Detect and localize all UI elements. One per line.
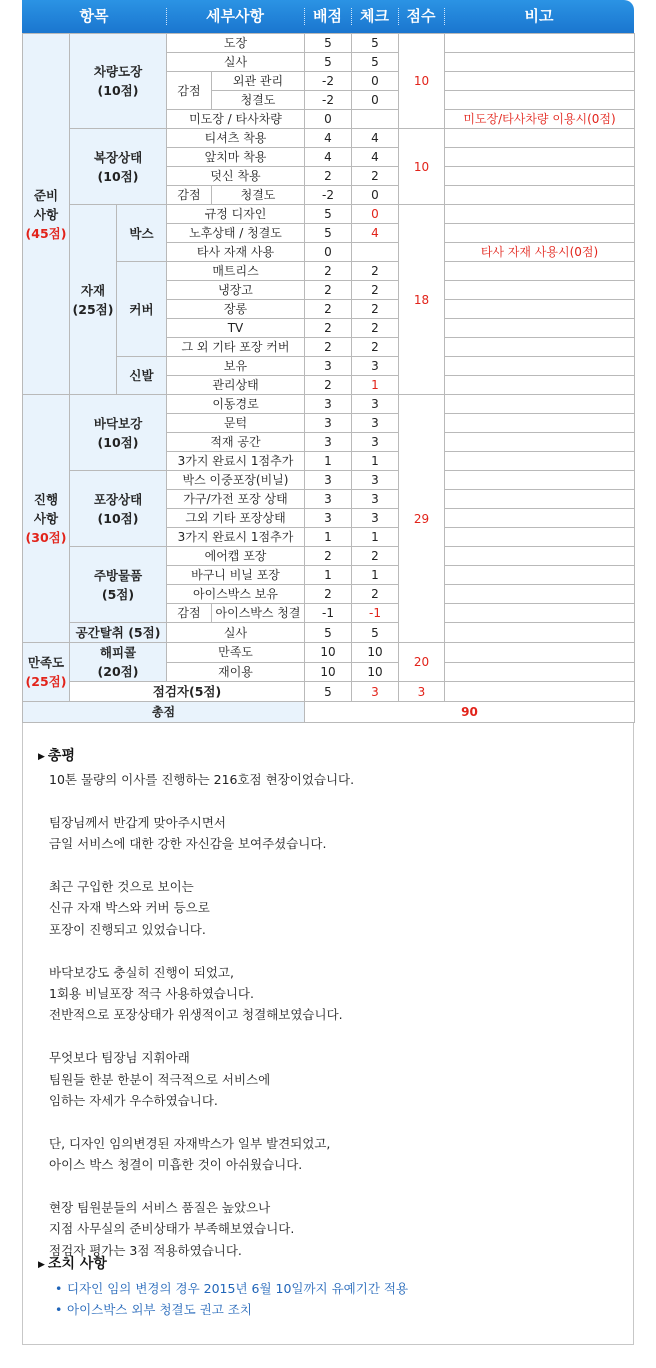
row-item: 도장 — [167, 34, 305, 53]
row-item: 보유 — [167, 357, 305, 376]
group-floor: 바닥보강 (10점) — [70, 395, 167, 471]
row-check: 10 — [352, 662, 399, 682]
total-row — [23, 702, 635, 723]
table-row — [23, 682, 635, 702]
triangle-icon: ▶ — [38, 1260, 45, 1270]
row-alloc: 3 — [305, 357, 352, 376]
header-alloc: 배점 — [313, 7, 342, 25]
row-alloc: 2 — [305, 300, 352, 319]
group-exit: 공간탈취 (5점) — [70, 623, 167, 643]
review-line: 금일 서비스에 대한 강한 자신감을 보여주셨습니다. — [49, 836, 327, 852]
review-line: 바닥보강도 충실히 진행이 되었고, — [49, 964, 234, 980]
review-gap — [49, 940, 619, 961]
group-inspector: 점검자(5점) — [70, 682, 305, 702]
row-alloc: 3 — [305, 414, 352, 433]
group-score: 10 — [399, 34, 445, 129]
group-score: 18 — [399, 205, 445, 395]
group-score: 20 — [399, 643, 445, 682]
row-check: 3 — [352, 395, 399, 414]
review-line: 아이스 박스 청결이 미흡한 것이 아쉬웠습니다. — [49, 1157, 303, 1173]
row-alloc: 2 — [305, 547, 352, 566]
row-item: 미도장 / 타사차량 — [167, 110, 305, 129]
row-alloc: 2 — [305, 281, 352, 300]
review-line: 팀원들 한분 한분이 적극적으로 서비스에 — [49, 1071, 271, 1087]
score-table — [22, 33, 635, 723]
action-item — [55, 1278, 408, 1299]
row-item: 장롱 — [167, 300, 305, 319]
row-item: 적재 공간 — [167, 433, 305, 452]
row-note — [445, 72, 635, 91]
row-check: 0 — [352, 72, 399, 91]
row-check — [352, 243, 399, 262]
review-gap — [49, 790, 619, 811]
review-line: 점검자 평가는 3점 적용하였습니다. — [49, 1242, 242, 1258]
review-line: 10톤 물량의 이사를 진행하는 216호점 현장이었습니다. — [49, 772, 355, 787]
row-check: 1 — [352, 528, 399, 547]
row-alloc: 1 — [305, 528, 352, 547]
row-note — [445, 509, 635, 528]
row-note — [445, 34, 635, 53]
review-panel — [22, 723, 634, 1345]
row-check: 3 — [352, 490, 399, 509]
row-item: 외관 관리 — [212, 72, 305, 91]
score-sheet — [22, 0, 634, 1345]
review-gap — [49, 1026, 619, 1047]
header-note: 비고 — [524, 7, 554, 25]
row-alloc: 2 — [305, 167, 352, 186]
row-check: 2 — [352, 585, 399, 604]
row-check: 5 — [352, 623, 399, 643]
group-kitchen: 주방물품 (5점) — [70, 547, 167, 623]
row-check: 3 — [352, 471, 399, 490]
row-note — [445, 129, 635, 148]
subgroup-cover: 커버 — [117, 262, 167, 357]
row-item: 규정 디자인 — [167, 205, 305, 224]
row-note — [445, 490, 635, 509]
row-alloc: 2 — [305, 376, 352, 395]
row-note — [445, 205, 635, 224]
section-prep: 준비 사항 (45점) — [23, 34, 70, 395]
subgroup-shoes: 신발 — [117, 357, 167, 395]
row-note — [445, 643, 635, 663]
row-note — [445, 338, 635, 357]
group-uniform: 복장상태 (10점) — [70, 129, 167, 205]
row-check: 0 — [352, 91, 399, 110]
row-check: 5 — [352, 34, 399, 53]
group-vehicle: 차량도장 (10점) — [70, 34, 167, 129]
group-score: 10 — [399, 129, 445, 205]
row-note — [445, 319, 635, 338]
row-alloc: 3 — [305, 395, 352, 414]
table-row — [23, 34, 635, 53]
header-check: 체크 — [360, 7, 389, 25]
row-item: 티셔츠 착용 — [167, 129, 305, 148]
row-item: 아이스박스 보유 — [167, 585, 305, 604]
subgroup-box: 박스 — [117, 205, 167, 262]
row-item: 재이용 — [167, 662, 305, 682]
row-note — [445, 433, 635, 452]
row-alloc: 5 — [305, 205, 352, 224]
row-item: 청결도 — [212, 91, 305, 110]
review-line: 팀장님께서 반갑게 맞아주시면서 — [49, 814, 226, 830]
row-note — [445, 357, 635, 376]
row-item: 에어캡 포장 — [167, 547, 305, 566]
row-item: 냉장고 — [167, 281, 305, 300]
table-row — [23, 205, 635, 224]
row-alloc: 3 — [305, 471, 352, 490]
row-note — [445, 414, 635, 433]
header-score: 점수 — [406, 7, 436, 25]
deduct-label: 감점 — [167, 72, 212, 110]
row-item: 3가지 완료시 1점추가 — [167, 528, 305, 547]
row-check: 4 — [352, 224, 399, 243]
row-note — [445, 528, 635, 547]
row-alloc: 0 — [305, 243, 352, 262]
action-item — [55, 1299, 408, 1320]
row-item: 타사 자재 사용 — [167, 243, 305, 262]
row-note — [445, 53, 635, 72]
review-gap — [49, 1176, 619, 1197]
row-item: 3가지 완료시 1점추가 — [167, 452, 305, 471]
review-line: 현장 팀원분들의 서비스 품질은 높았으나 — [49, 1200, 271, 1216]
triangle-icon: ▶ — [38, 752, 45, 762]
group-score: 29 — [399, 395, 445, 643]
row-item: 앞치마 착용 — [167, 148, 305, 167]
row-item: 그외 기타 포장상태 — [167, 509, 305, 528]
row-item: 아이스박스 청결 — [212, 604, 305, 623]
group-score: 3 — [399, 682, 445, 702]
row-alloc: -1 — [305, 604, 352, 623]
header-detail: 세부사항 — [206, 7, 264, 25]
row-check: 3 — [352, 509, 399, 528]
row-note — [445, 471, 635, 490]
review-gap — [49, 1111, 619, 1132]
table-header — [22, 0, 634, 33]
row-check: 4 — [352, 148, 399, 167]
row-alloc: 5 — [305, 34, 352, 53]
review-body — [49, 769, 619, 1261]
row-note — [445, 585, 635, 604]
bullet-icon: • — [55, 1281, 63, 1296]
row-check: 2 — [352, 281, 399, 300]
row-alloc: 5 — [305, 682, 352, 702]
row-note — [445, 682, 635, 702]
table-row — [23, 471, 635, 490]
review-gap — [49, 855, 619, 876]
row-note — [445, 224, 635, 243]
row-check: 2 — [352, 300, 399, 319]
row-check: 1 — [352, 376, 399, 395]
row-alloc: -2 — [305, 72, 352, 91]
row-item: 바구니 비닐 포장 — [167, 566, 305, 585]
row-check: 3 — [352, 433, 399, 452]
row-note — [445, 281, 635, 300]
row-check: 2 — [352, 319, 399, 338]
row-check: 0 — [352, 205, 399, 224]
row-check: 3 — [352, 682, 399, 702]
row-check: 2 — [352, 547, 399, 566]
review-line: 신규 자재 박스와 커버 등으로 — [49, 900, 210, 916]
row-check: 2 — [352, 338, 399, 357]
row-alloc: 4 — [305, 129, 352, 148]
row-note: 타사 자재 사용시(0점) — [445, 243, 635, 262]
section-progress: 진행 사항 (30점) — [23, 395, 70, 643]
row-item: 만족도 — [167, 643, 305, 663]
row-check: -1 — [352, 604, 399, 623]
row-item: 박스 이중포장(비닐) — [167, 471, 305, 490]
row-alloc: 5 — [305, 53, 352, 72]
row-alloc: 0 — [305, 110, 352, 129]
row-check: 5 — [352, 53, 399, 72]
row-item: 노후상태 / 청결도 — [167, 224, 305, 243]
row-alloc: 2 — [305, 338, 352, 357]
row-alloc: 2 — [305, 319, 352, 338]
review-line: 포장이 진행되고 있었습니다. — [49, 921, 206, 937]
row-alloc: 3 — [305, 509, 352, 528]
row-note — [445, 262, 635, 281]
action-heading: ▶ 조치 사항 — [38, 1256, 107, 1272]
row-item: 가구/가전 포장 상태 — [167, 490, 305, 509]
row-alloc: 5 — [305, 623, 352, 643]
row-alloc: 10 — [305, 662, 352, 682]
row-check — [352, 110, 399, 129]
review-line: 지점 사무실의 준비상태가 부족해보였습니다. — [49, 1221, 295, 1237]
total-label: 총점 — [23, 702, 305, 723]
review-heading: ▶ 총평 — [38, 748, 75, 764]
row-item: 청결도 — [212, 186, 305, 205]
header-item: 항목 — [79, 7, 109, 25]
review-line: 단, 디자인 임의변경된 자재박스가 일부 발견되었고, — [49, 1135, 331, 1151]
row-alloc: 2 — [305, 585, 352, 604]
row-note — [445, 376, 635, 395]
table-row — [23, 129, 635, 148]
row-item: TV — [167, 319, 305, 338]
row-alloc: -2 — [305, 91, 352, 110]
row-item: 관리상태 — [167, 376, 305, 395]
row-check: 0 — [352, 186, 399, 205]
row-note — [445, 662, 635, 682]
row-note: 미도장/타사차량 이용시(0점) — [445, 110, 635, 129]
row-check: 3 — [352, 357, 399, 376]
row-check: 3 — [352, 414, 399, 433]
row-note — [445, 91, 635, 110]
row-note — [445, 604, 635, 623]
table-row — [23, 643, 635, 663]
row-alloc: 1 — [305, 452, 352, 471]
row-item: 덧신 착용 — [167, 167, 305, 186]
row-check: 1 — [352, 452, 399, 471]
row-note — [445, 566, 635, 585]
row-alloc: 3 — [305, 490, 352, 509]
deduct-label: 감점 — [167, 604, 212, 623]
table-row — [23, 623, 635, 643]
row-alloc: 1 — [305, 566, 352, 585]
row-check: 2 — [352, 167, 399, 186]
row-alloc: -2 — [305, 186, 352, 205]
review-line: 전반적으로 포장상태가 위생적이고 청결해보였습니다. — [49, 1007, 343, 1023]
table-row — [23, 547, 635, 566]
section-satisfaction: 만족도 (25점) — [23, 643, 70, 702]
total-value: 90 — [305, 702, 635, 723]
row-item: 그 외 기타 포장 커버 — [167, 338, 305, 357]
row-note — [445, 148, 635, 167]
row-alloc: 3 — [305, 433, 352, 452]
review-line: 임하는 자세가 우수하였습니다. — [49, 1093, 218, 1109]
deduct-label: 감점 — [167, 186, 212, 205]
group-packing: 포장상태 (10점) — [70, 471, 167, 547]
action-list — [55, 1278, 408, 1320]
row-item: 실사 — [167, 53, 305, 72]
row-note — [445, 186, 635, 205]
row-note — [445, 547, 635, 566]
action-text: 아이스박스 외부 청결도 권고 조치 — [67, 1302, 252, 1317]
row-check: 4 — [352, 129, 399, 148]
row-note — [445, 452, 635, 471]
row-note — [445, 395, 635, 414]
group-material: 자재 (25점) — [70, 205, 117, 395]
row-item: 실사 — [167, 623, 305, 643]
row-note — [445, 300, 635, 319]
bullet-icon: • — [55, 1302, 63, 1317]
action-text: 디자인 임의 변경의 경우 2015년 6월 10일까지 유예기간 적용 — [67, 1281, 409, 1296]
review-line: 무엇보다 팀장님 지휘아래 — [49, 1050, 190, 1066]
row-check: 1 — [352, 566, 399, 585]
table-row — [23, 395, 635, 414]
row-item: 매트리스 — [167, 262, 305, 281]
row-check: 10 — [352, 643, 399, 663]
row-alloc: 5 — [305, 224, 352, 243]
group-happycall: 해피콜 (20점) — [70, 643, 167, 682]
row-alloc: 10 — [305, 643, 352, 663]
review-line: 1회용 비닐포장 적극 사용하였습니다. — [49, 986, 254, 1002]
review-line: 최근 구입한 것으로 보이는 — [49, 879, 194, 894]
row-item: 이동경로 — [167, 395, 305, 414]
row-alloc: 4 — [305, 148, 352, 167]
row-note — [445, 167, 635, 186]
row-note — [445, 623, 635, 643]
row-check: 2 — [352, 262, 399, 281]
row-alloc: 2 — [305, 262, 352, 281]
row-item: 문턱 — [167, 414, 305, 433]
